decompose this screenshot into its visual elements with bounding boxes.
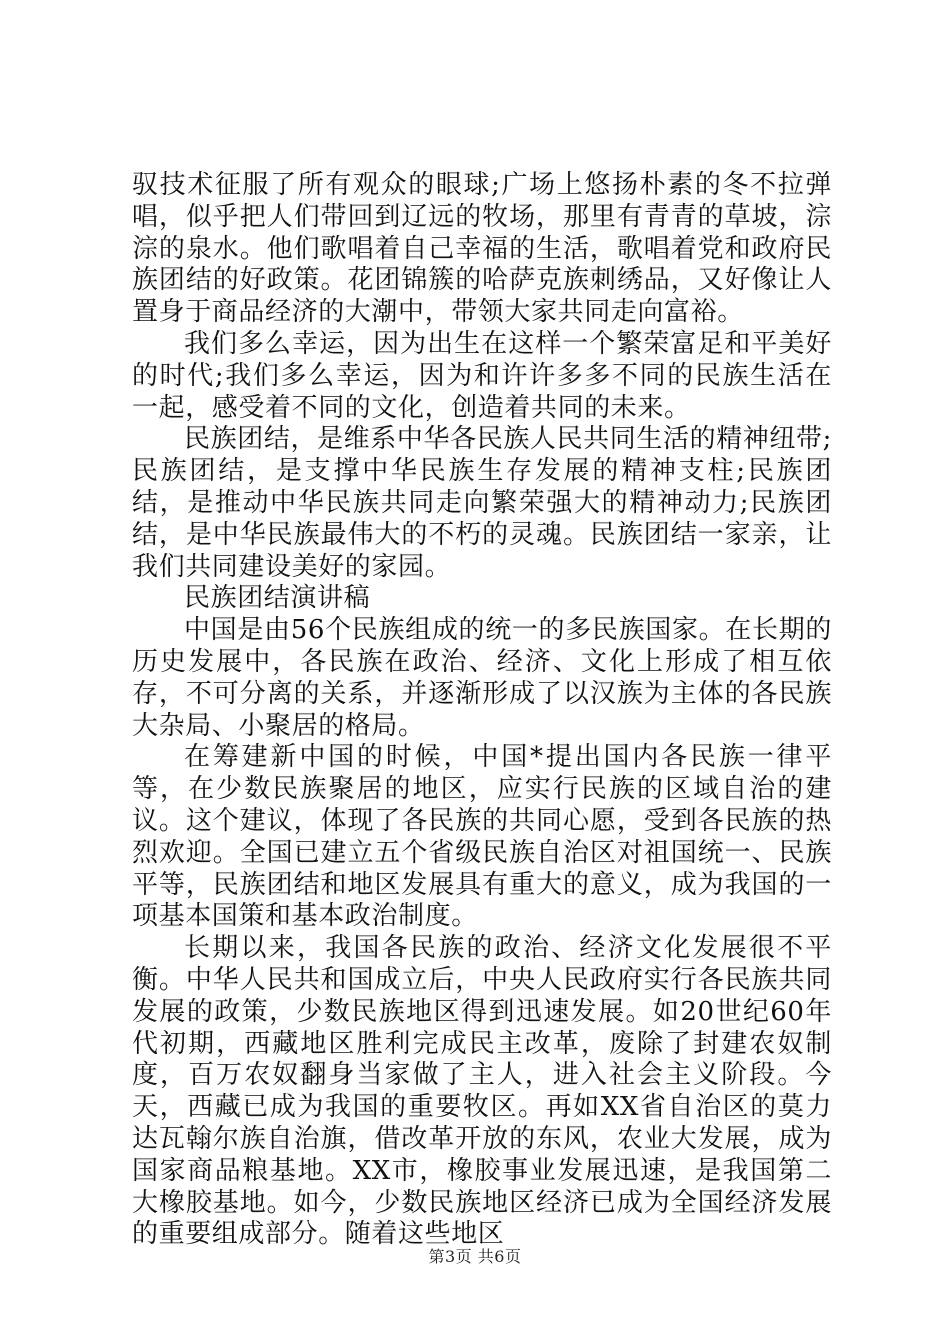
paragraph: 中国是由56个民族组成的统一的多民族国家。在长期的历史发展中，各民族在政治、经济、文化上形成了相互依存，不可分离的关系，并逐渐形成了以汉族为主体的各民族大杂局、小聚居的格局。 — [132, 615, 832, 741]
paragraph: 我们多么幸运，因为出生在这样一个繁荣富足和平美好的时代;我们多么幸运，因为和许许多多不同的民族生活在一起，感受着不同的文化，创造着共同的未来。 — [132, 328, 832, 423]
section-title: 民族团结演讲稿 — [184, 583, 371, 614]
paragraph-continued: 驭技术征服了所有观众的眼球;广场上悠扬朴素的冬不拉弹唱，似乎把人们带回到辽远的牧场，那里有青青的草坡，淙淙的泉水。他们歌唱着自己幸福的生活，歌唱着党和政府民族团结的好政策。花团锦簇的哈萨克族刺绣品，又好像让人置身于商品经济的大潮中，带领大家共同走向富裕。 — [132, 170, 832, 328]
paragraph: 民族团结，是维系中华各民族人民共同生活的精神纽带;民族团结，是支撑中华民族生存发展的精神支柱;民族团结，是推动中华民族共同走向繁荣强大的精神动力;民族团结，是中华民族最伟大的不朽的灵魂。民族团结一家亲，让我们共同建设美好的家园。 — [132, 424, 832, 582]
page-footer: 第3页 共6页 — [428, 1247, 522, 1266]
paragraph: 在筹建新中国的时候，中国*提出国内各民族一律平等，在少数民族聚居的地区，应实行民族的区域自治的建议。这个建议，体现了各民族的共同心愿，受到各民族的热烈欢迎。全国已建立五个省级民族自治区对祖国统一、民族平等，民族团结和地区发展具有重大的意义，成为我国的一项基本国策和基本政治制度。 — [132, 742, 832, 932]
document-body — [132, 170, 832, 1251]
paragraph: 长期以来，我国各民族的政治、经济文化发展很不平衡。中华人民共和国成立后，中央人民政府实行各民族共同发展的政策，少数民族地区得到迅速发展。如20世纪60年代初期，西藏地区胜利完成民主改革，废除了封建农奴制度，百万农奴翻身当家做了主人，进入社会主义阶段。今天，西藏已成为我国的重要牧区。再如XX省自治区的莫力达瓦翰尔族自治旗，借改革开放的东风，农业大发展，成为国家商品粮基地。XX市，橡胶事业发展迅速，是我国第二大橡胶基地。如今，少数民族地区经济已成为全国经济发展的重要组成部分。随着这些地区 — [132, 933, 832, 1250]
